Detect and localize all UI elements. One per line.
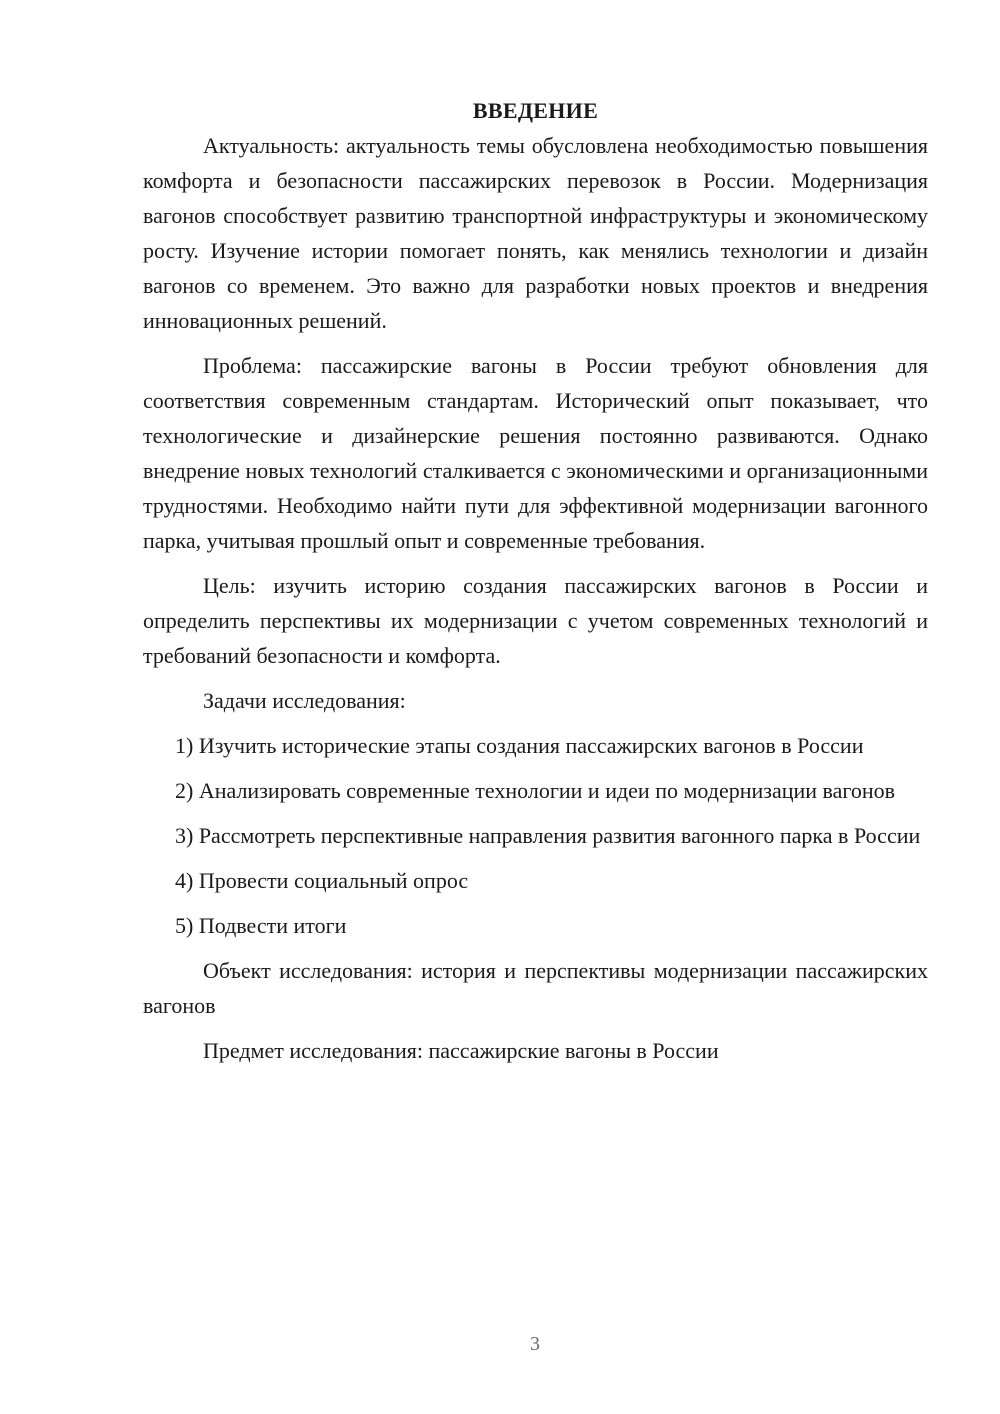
section-heading: ВВЕДЕНИЕ bbox=[472, 98, 599, 123]
tasks-title: Задачи исследования: bbox=[203, 688, 406, 713]
task-item-1: 1) Изучить исторические этапы создания пассажирских вагонов в России bbox=[175, 733, 864, 758]
relevance-paragraph: Актуальность: актуальность темы обусловлена необходимостью повышения комфорта и безопасности пассажирских перевозок в России. Модернизация вагонов способствует развитию транспортной инфраструктуры и экономическому росту. Изучение истории помогает понять, как менялись технологии и дизайн вагонов со временем. Это важно для разработки новых проектов и внедрения инновационных решений. bbox=[143, 133, 928, 333]
problem-paragraph: Проблема: пассажирские вагоны в России требуют обновления для соответствия современным стандартам. Исторический опыт показывает, что технологические и дизайнерские решения постоянно развиваются. Однако внедрение новых технологий сталкивается с экономическими и организационными трудностями. Необходимо найти пути для эффективной модернизации вагонного парка, учитывая прошлый опыт и современные требования. bbox=[143, 353, 928, 553]
page-number: 3 bbox=[530, 1333, 540, 1355]
research-object-paragraph: Объект исследования: история и перспективы модернизации пассажирских вагонов bbox=[143, 958, 928, 1018]
goal-paragraph: Цель: изучить историю создания пассажирских вагонов в России и определить перспективы их модернизации с учетом современных технологий и требований безопасности и комфорта. bbox=[143, 573, 928, 668]
task-item-5: 5) Подвести итоги bbox=[175, 913, 347, 938]
document-page bbox=[143, 93, 928, 1078]
task-item-2: 2) Анализировать современные технологии и идеи по модернизации вагонов bbox=[175, 778, 896, 803]
research-subject-paragraph: Предмет исследования: пассажирские вагоны в России bbox=[203, 1038, 719, 1063]
task-item-4: 4) Провести социальный опрос bbox=[175, 868, 469, 893]
task-item-3: 3) Рассмотреть перспективные направления развития вагонного парка в России bbox=[175, 823, 921, 848]
